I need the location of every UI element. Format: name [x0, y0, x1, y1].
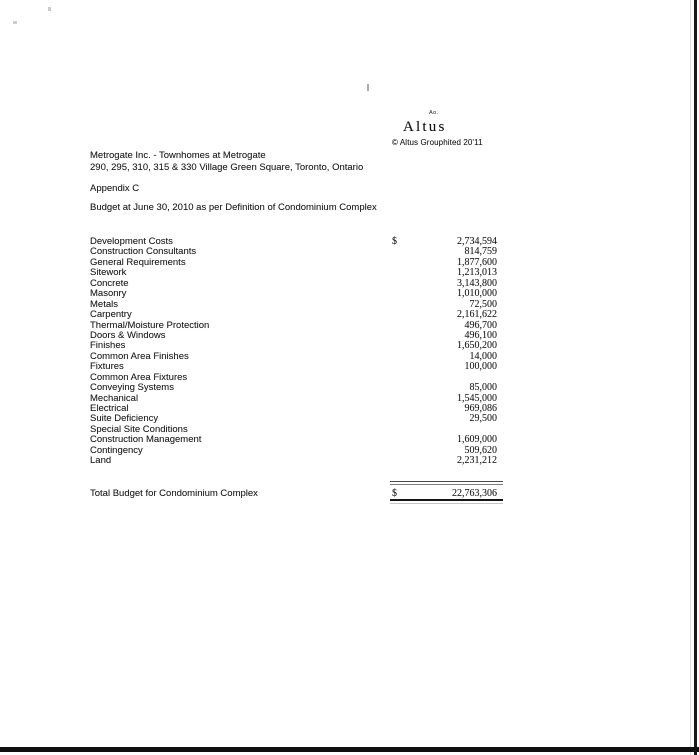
line-item-amount: 3,143,800 [457, 277, 497, 289]
line-item-amount: 29,500 [469, 413, 497, 425]
line-item-label: Common Area Finishes [90, 350, 189, 362]
table-row [90, 288, 503, 298]
line-item-amount: 2,734,594 [457, 236, 497, 247]
table-row [90, 413, 503, 423]
line-item-amount: 14,000 [469, 350, 497, 362]
line-item-amount: 969,086 [464, 403, 497, 414]
table-row [90, 445, 503, 455]
line-item-label: Metals [90, 298, 118, 310]
line-item-label: Development Costs [90, 236, 173, 247]
scan-edge-right [694, 0, 697, 755]
line-item-amount: 1,545,000 [457, 392, 497, 404]
line-item-amount: 1,010,000 [457, 288, 497, 300]
line-item-label: Suite Deficiency [90, 413, 159, 425]
property-address: 290, 295, 310, 315 & 330 Village Green Square, Toronto, Ontario [90, 162, 364, 173]
total-row [90, 488, 503, 499]
line-item-amount: 100,000 [464, 361, 497, 373]
line-item-label: Land [90, 455, 112, 467]
line-item-amount: 72,500 [469, 298, 497, 310]
line-item-label: Finishes [90, 340, 126, 352]
line-item-label: Mechanical [90, 392, 139, 404]
table-row [90, 393, 503, 403]
line-item-amount: 509,620 [464, 444, 497, 456]
table-row [90, 330, 503, 340]
line-item-amount: 1,877,600 [457, 256, 497, 268]
table-row [90, 320, 503, 330]
scan-speck [13, 21, 17, 24]
scan-speck [48, 7, 51, 11]
table-row [90, 267, 503, 277]
total-label: Total Budget for Condominium Complex [90, 488, 258, 499]
total-amount: 22,763,306 [452, 488, 497, 499]
line-item-label: Masonry [90, 288, 127, 300]
currency-symbol: $ [392, 236, 397, 247]
document-title: Budget at June 30, 2010 as per Definition of Condominium Complex [90, 202, 377, 213]
table-row [90, 424, 503, 434]
table-row [90, 236, 503, 246]
table-row [90, 340, 503, 350]
table-row [90, 351, 503, 361]
line-item-label: Sitework [90, 267, 127, 279]
total-currency-symbol: $ [392, 488, 397, 499]
scan-edge-bottom [0, 747, 699, 752]
scan-edge-shadow [690, 0, 691, 755]
line-item-label: Common Area Fixtures [90, 371, 188, 383]
total-rule-top-echo [390, 484, 503, 485]
line-item-label: Construction Management [90, 434, 202, 446]
budget-table [90, 236, 503, 466]
line-item-amount: 1,650,200 [457, 340, 497, 352]
line-item-label: Concrete [90, 277, 129, 289]
altus-logo-mark: Ao. [429, 110, 439, 116]
line-item-label: Carpentry [90, 309, 132, 321]
table-row [90, 257, 503, 267]
line-item-amount: 2,231,212 [457, 455, 497, 467]
line-item-amount: 2,161,622 [457, 309, 497, 321]
scan-speck [367, 84, 369, 91]
line-item-label: Doors & Windows [90, 329, 166, 341]
table-row [90, 246, 503, 256]
table-row [90, 361, 503, 371]
total-rule-top [390, 481, 503, 482]
table-row [90, 309, 503, 319]
line-item-amount: 1,609,000 [457, 434, 497, 446]
line-item-amount: 496,100 [464, 329, 497, 341]
total-rule-bottom [390, 499, 503, 501]
line-item-amount: 1,213,013 [457, 267, 497, 279]
table-row [90, 455, 503, 465]
altus-logo-wordmark: Altus [403, 119, 447, 135]
line-item-label: Construction Consultants [90, 246, 197, 258]
line-item-amount: 814,759 [464, 246, 497, 258]
table-row [90, 278, 503, 288]
line-item-label: Conveying Systems [90, 382, 174, 394]
line-item-label: Electrical [90, 403, 129, 414]
copyright-line: © Altus Grouphited 20'11 [392, 138, 483, 147]
table-row [90, 299, 503, 309]
table-row [90, 372, 503, 382]
table-row [90, 403, 503, 413]
table-row [90, 382, 503, 392]
line-item-label: Special Site Conditions [90, 423, 188, 435]
appendix-label: Appendix C [90, 183, 140, 194]
line-item-amount: 496,700 [464, 319, 497, 331]
line-item-label: Thermal/Moisture Protection [90, 319, 210, 331]
line-item-amount: 85,000 [469, 382, 497, 394]
company-name: Metrogate Inc. - Townhomes at Metrogate [90, 150, 266, 161]
line-item-label: Fixtures [90, 361, 124, 373]
table-row [90, 434, 503, 444]
line-item-label: Contingency [90, 444, 143, 456]
line-item-label: General Requirements [90, 256, 186, 268]
total-rule-bottom-shadow [390, 503, 503, 504]
